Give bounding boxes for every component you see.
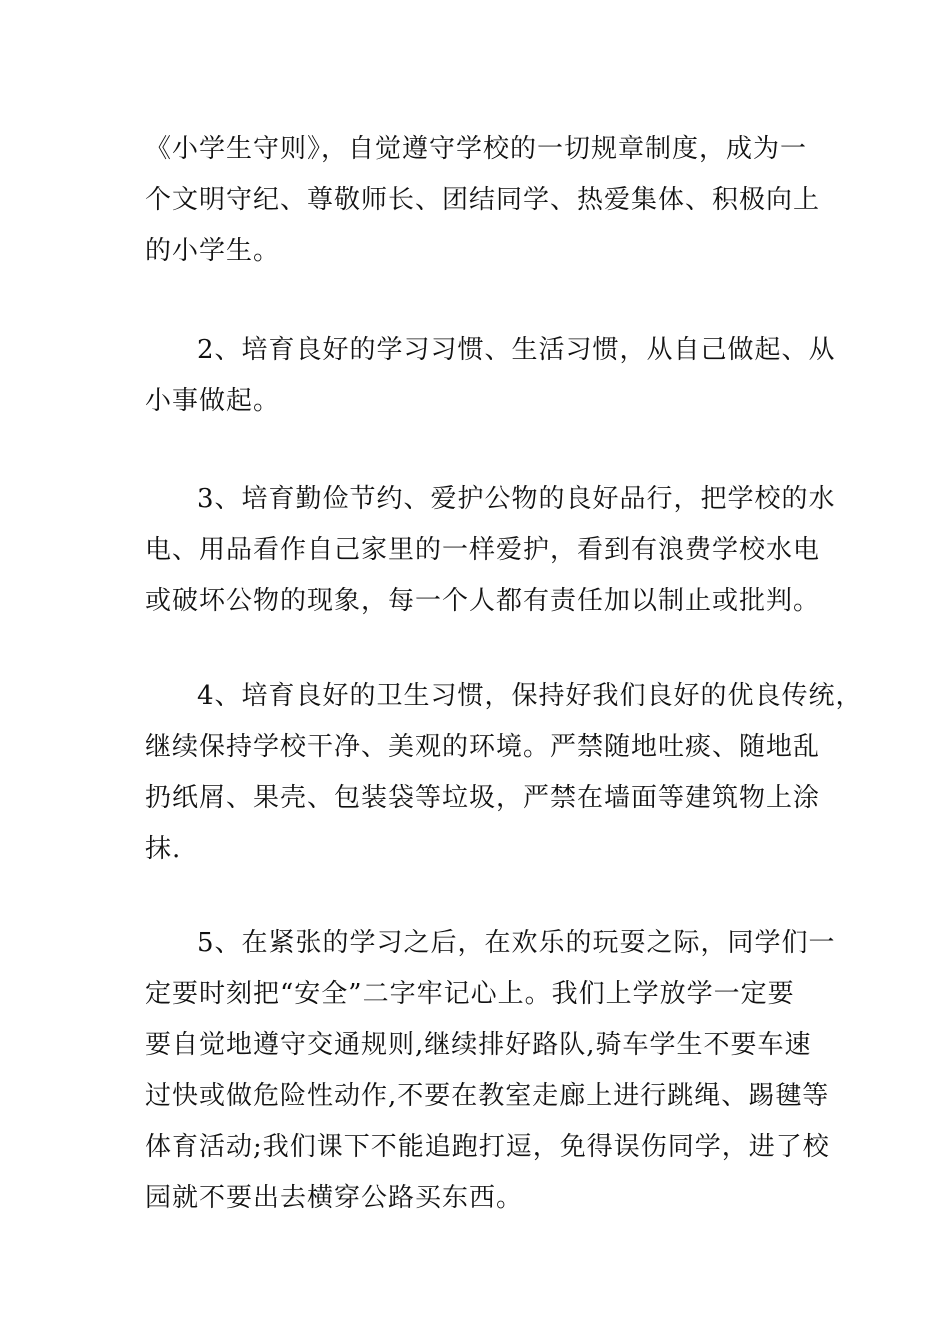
text-line: 继续保持学校干净、美观的环境。严禁随地吐痰、随地乱: [145, 732, 821, 762]
text-line: 电、用品看作自己家里的一样爱护，看到有浪费学校水电: [145, 535, 821, 565]
text-line: 扔纸屑、果壳、包装袋等垃圾，严禁在墙面等建筑物上涂: [145, 783, 821, 813]
paragraph-item-4: [145, 671, 863, 875]
text-line: 定要时刻把“安全”二字牢记心上。我们上学放学一定要: [145, 979, 795, 1009]
text-line: 抹.: [145, 834, 182, 864]
text-line: 的小学生。: [145, 236, 281, 266]
paragraph-item-3: [145, 474, 836, 627]
text-line: 5、在紧张的学习之后，在欢乐的玩耍之际，同学们一: [197, 928, 836, 958]
text-line: 过快或做危险性动作,不要在教室走廊上进行跳绳、踢毽等: [145, 1081, 830, 1111]
text-line: 《小学生守则》，自觉遵守学校的一切规章制度，成为一: [145, 134, 808, 164]
text-line: 4、培育良好的卫生习惯，保持好我们良好的优良传统，: [197, 681, 863, 711]
text-line: 小事做起。: [145, 386, 281, 416]
text-line: 要自觉地遵守交通规则,继续排好路队,骑车学生不要车速: [145, 1030, 812, 1060]
text-line: 2、培育良好的学习习惯、生活习惯，从自己做起、从: [197, 335, 836, 365]
paragraph-item-2: [145, 325, 836, 427]
text-line: 或破坏公物的现象，每一个人都有责任加以制止或批判。: [145, 586, 821, 616]
paragraph-rules-continuation: [145, 124, 821, 277]
text-line: 3、培育勤俭节约、爱护公物的良好品行，把学校的水: [197, 484, 836, 514]
paragraph-item-5: [145, 918, 836, 1224]
text-line: 体育活动;我们课下不能追跑打逗，免得误伤同学，进了校: [145, 1132, 830, 1162]
text-line: 个文明守纪、尊敬师长、团结同学、热爱集体、积极向上: [145, 185, 821, 215]
text-line: 园就不要出去横穿公路买东西。: [145, 1183, 524, 1213]
